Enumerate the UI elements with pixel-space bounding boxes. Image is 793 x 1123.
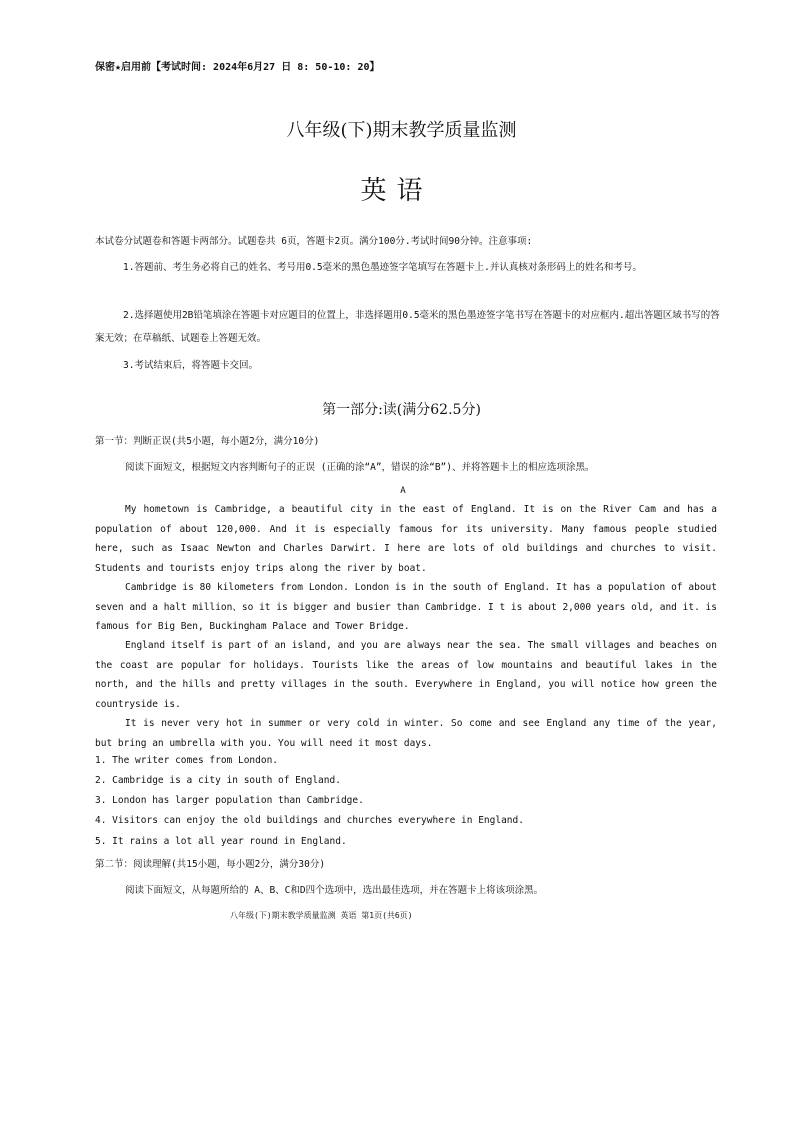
note-item-1: 1.答题前、考生务必将自己的姓名、考号用0.5毫米的黑色墨迹签字笔填写在答题卡上.并认真核对条形码上的姓名和考号。 xyxy=(123,262,642,273)
note-item-3: 3.考试结束后，将答题卡交回。 xyxy=(123,360,258,371)
section-one-title: 第一节：判断正误(共5小题，每小题2分，满分10分) xyxy=(95,436,320,447)
passage-paragraph-1: My hometown is Cambridge, a beautiful city in the east of England. It is on the River Cam and has a population of about 120,000. And it is especially famous for its university. Many famous people studied here, such as Isaac Newton and Charles Darwirt. I here are lots of old buildings and churches to visit. Students and tourists enjoy trips along the river by boat. xyxy=(95,504,717,574)
question-1: 1. The writer comes from London. xyxy=(95,755,279,766)
question-4: 4. Visitors can enjoy the old buildings and churches everywhere in England. xyxy=(95,815,524,826)
section-one-instruction: 阅读下面短文，根据短文内容判断句子的正误 (正确的涂“A”，错误的涂“B”)、并将答题卡上的相应选项涂黑。 xyxy=(125,462,595,473)
note-item-2: 2.选择题使用2B铅笔填涂在答题卡对应题目的位置上，非选择题用0.5毫米的黑色墨迹签字笔书写在答题卡的对应框内.超出答题区域书写的答案无效；在草稿纸、试题卷上答题无效。 xyxy=(95,310,720,344)
section-two-title: 第二节：阅读理解(共15小题，每小题2分，满分30分) xyxy=(95,859,326,870)
page-footer: 八年级(下)期末教学质量监测 英语 第1页(共6页) xyxy=(230,911,413,920)
passage-paragraph-4: It is never very hot in summer or very cold in winter. So come and see England any time of the year, but bring an umbrella with you. You will need it most days. xyxy=(95,718,717,749)
question-2: 2. Cambridge is a city in south of England. xyxy=(95,775,341,786)
confidential-notice: 保密★启用前【考试时间: 2024年6月27 日 8: 50-10: 20】 xyxy=(95,62,380,73)
subject-title: 英语 xyxy=(360,176,433,206)
question-3: 3. London has larger population than Cambridge. xyxy=(95,795,364,806)
exam-title: 八年级(下)期末教学质量监测 xyxy=(286,120,517,141)
passage-paragraph-2: Cambridge is 80 kilometers from London. London is in the south of England. It has a population of about seven and a halt million、so it is bigger and busier than Cambridge. I t is about 2,000 years old, and it. is famous for Big Ben, Buckingham Palace and Tower Bridge. xyxy=(95,582,717,632)
exam-intro: 本试卷分试题卷和答题卡两部分。试题卷共 6页，答题卡2页。满分100分.考试时间90分钟。注意事项: xyxy=(95,236,533,247)
question-5: 5. It rains a lot all year round in England. xyxy=(95,836,347,847)
part-one-title: 第一部分:读(满分62.5分) xyxy=(322,402,481,418)
section-two-instruction: 阅读下面短文，从每题所给的 A、B、C和D四个选项中，选出最佳选项，并在答题卡上将该项涂黑。 xyxy=(125,885,544,896)
passage-paragraph-3: England itself is part of an island, and you are always near the sea. The small villages and beaches on the coast are popular for holidays. Tourists like the areas of low mountains and beautiful lakes in the north, and the hills and pretty villages in the south. Everywhere in England, you will notice how green the countryside is. xyxy=(95,640,717,710)
passage-label: A xyxy=(400,486,406,496)
